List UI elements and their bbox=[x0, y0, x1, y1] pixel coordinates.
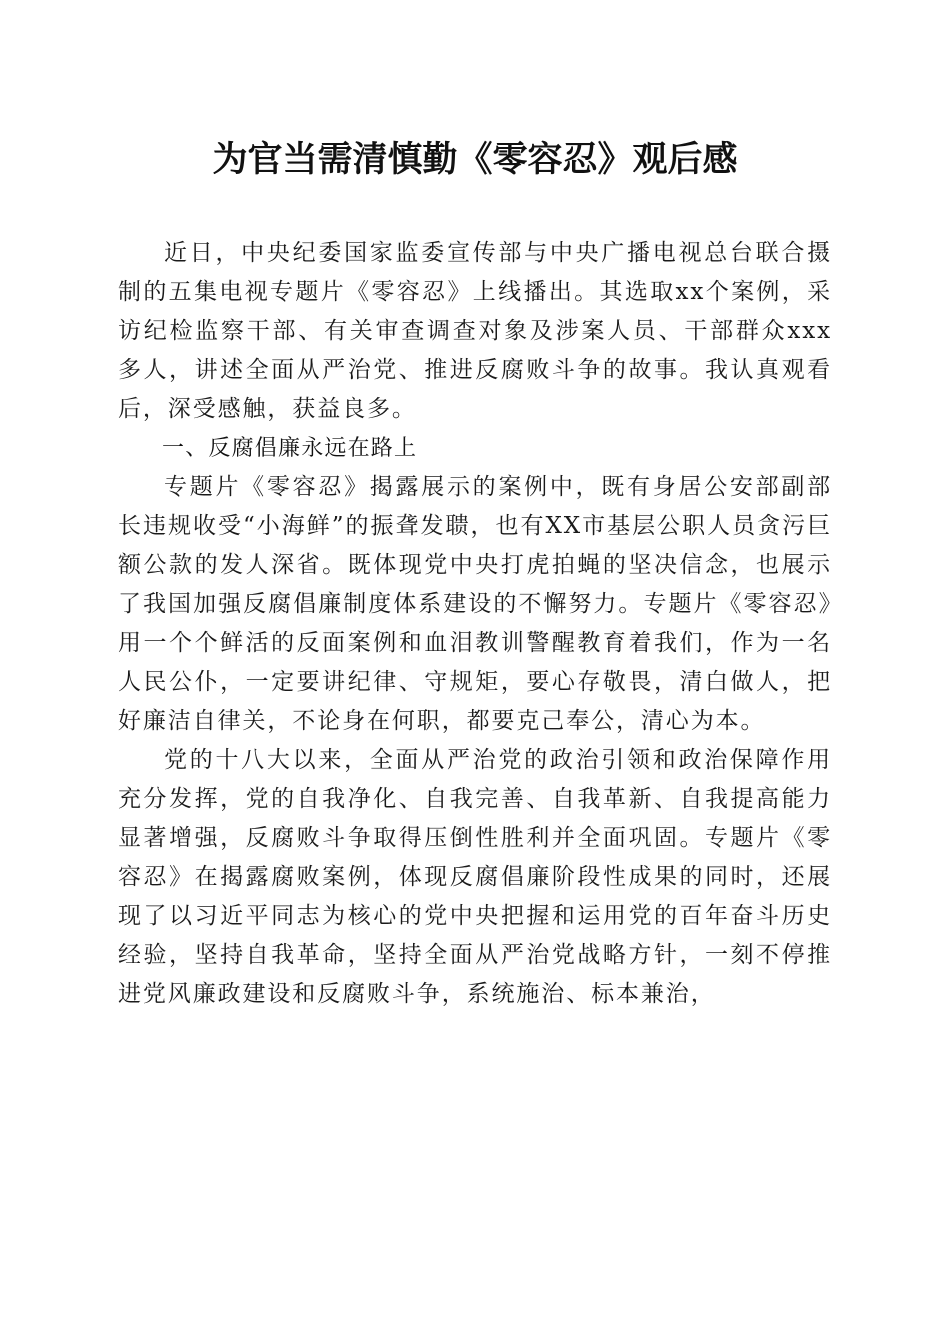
section-paragraph: 专题片《零容忍》揭露展示的案例中，既有身居公安部副部长违规收受“小海鲜”的振聋发聩，也有XX市基层公职人员贪污巨额公款的发人深省。既体现党中央打虎拍蝇的坚决信念，也展示了我国加强反腐倡廉制度体系建设的不懈努力。专题片《零容忍》用一个个鲜活的反面案例和血泪教训警醒教育着我们，作为一名人民公仆，一定要讲纪律、守规矩，要心存敬畏，清白做人，把好廉洁自律关，不论身在何职，都要克己奉公，清心为本。 bbox=[118, 474, 832, 734]
document-body bbox=[118, 234, 832, 1014]
section-paragraph: 党的十八大以来，全面从严治党的政治引领和政治保障作用充分发挥，党的自我净化、自我完善、自我革新、自我提高能力显著增强，反腐败斗争取得压倒性胜利并全面巩固。专题片《零容忍》在揭露腐败案例，体现反腐倡廉阶段性成果的同时，还展现了以习近平同志为核心的党中央把握和运用党的百年奋斗历史经验，坚持自我革命，坚持全面从严治党战略方针，一刻不停推进党风廉政建设和反腐败斗争，系统施治、标本兼治， bbox=[118, 747, 832, 1007]
section-heading: 一、反腐倡廉永远在路上 bbox=[162, 436, 418, 461]
intro-paragraph: 近日，中央纪委国家监委宣传部与中央广播电视总台联合摄制的五集电视专题片《零容忍》上线播出。其选取xx个案例，采访纪检监察干部、有关审查调查对象及涉案人员、干部群众xxx多人，讲述全面从严治党、推进反腐败斗争的故事。我认真观看后，深受感触，获益良多。 bbox=[118, 240, 832, 422]
document-title: 为官当需清慎勤《零容忍》观后感 bbox=[212, 139, 738, 180]
